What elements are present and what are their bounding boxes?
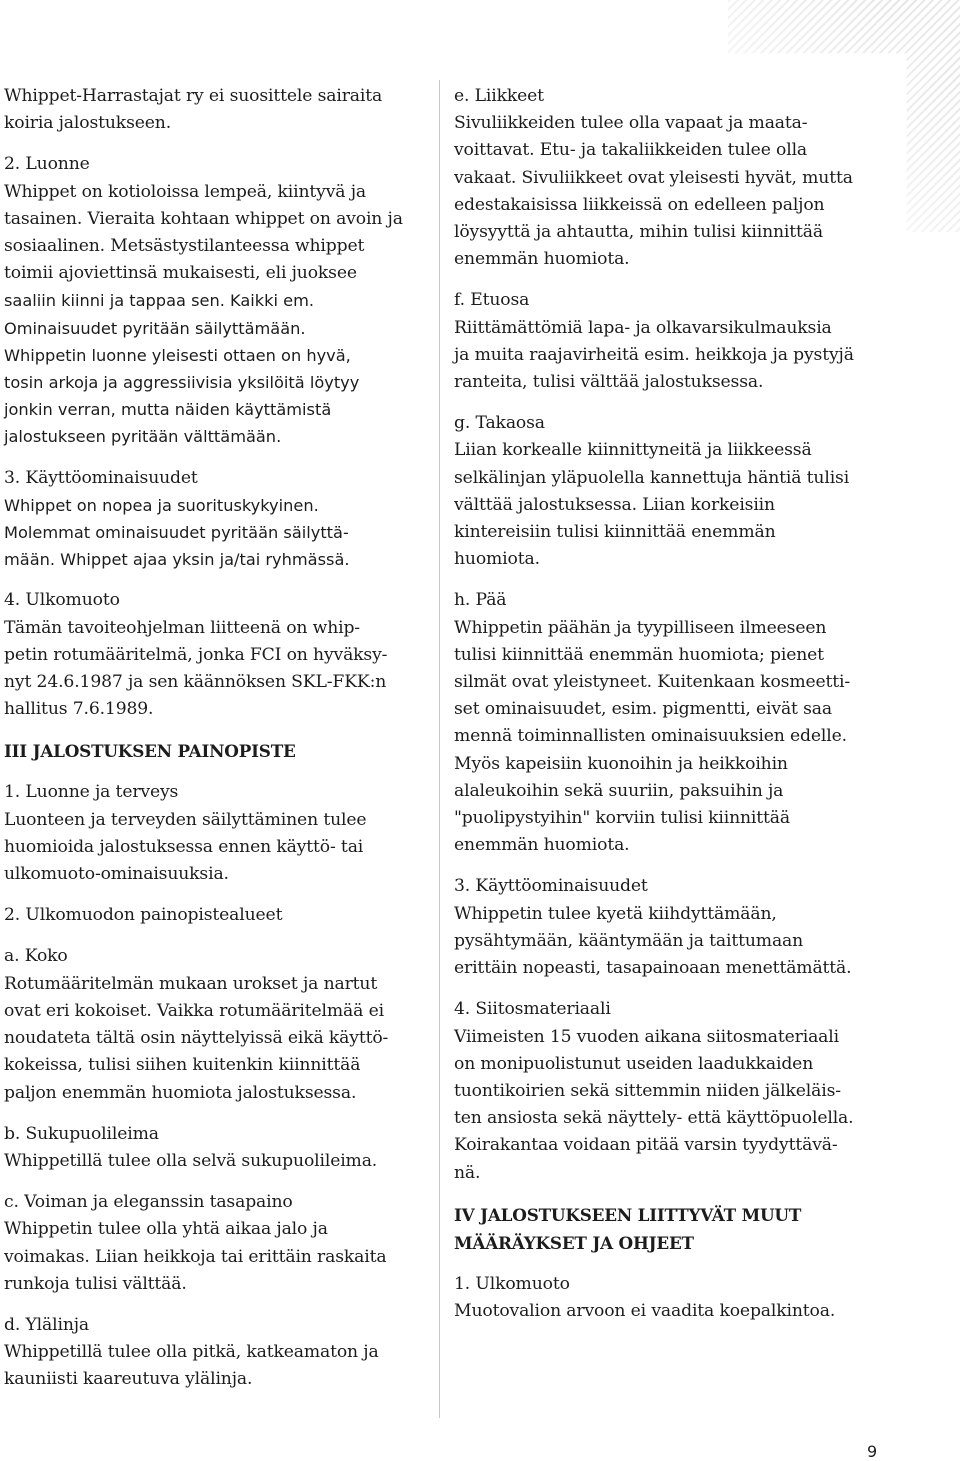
text-line: välttää jalostuksessa. Liian korkeisiin xyxy=(454,494,775,515)
subsection-title: 3. Käyttöominaisuudet xyxy=(4,467,198,488)
text-line: Whippetin tulee olla yhtä aikaa jalo ja xyxy=(4,1219,328,1240)
text-line: enemmän huomiota. xyxy=(454,835,630,856)
paragraph xyxy=(454,410,900,573)
section-heading-line: III JALOSTUKSEN PAINOPISTE xyxy=(4,741,296,762)
text-line: edestakaisissa liikkeissä on edelleen paljon xyxy=(454,194,825,215)
text-line: ten ansiosta sekä näyttely- että käyttöpuolella. xyxy=(454,1108,854,1129)
subsection-title: c. Voiman ja eleganssin tasapaino xyxy=(4,1192,293,1213)
text-line: Viimeisten 15 vuoden aikana siitosmateriaali xyxy=(454,1026,839,1047)
text-line: alaleukoihin sekä suuriin, paksuihin ja xyxy=(454,780,784,801)
text-line: Muotovalion arvoon ei vaadita koepalkintoa. xyxy=(454,1300,836,1321)
section-heading xyxy=(4,737,426,765)
paragraph xyxy=(4,779,426,888)
paragraph xyxy=(4,1312,426,1394)
paragraph xyxy=(4,902,426,929)
paragraph xyxy=(454,1271,900,1325)
text-line: voittavat. Etu- ja takaliikkeiden tulee olla xyxy=(454,140,808,161)
subsection-title: f. Etuosa xyxy=(454,290,530,311)
text-line: sosiaalinen. Metsästystilanteessa whippet xyxy=(4,236,365,257)
text-line: saaliin kiinni ja tappaa sen. Kaikki em. xyxy=(4,291,315,311)
left-column xyxy=(4,83,426,1408)
paragraph xyxy=(454,587,900,859)
text-line: enemmän huomiota. xyxy=(454,249,630,270)
text-line: huomiota. xyxy=(454,549,540,570)
text-line: toimii ajoviettinsä mukaisesti, eli juoksee xyxy=(4,263,357,284)
text-line: 2. Ulkomuodon painopistealueet xyxy=(4,905,283,926)
text-line: jonkin verran, mutta näiden käyttämistä xyxy=(4,400,332,420)
text-line: kokeissa, tulisi siihen kuitenkin kiinnittää xyxy=(4,1055,361,1076)
text-line: ulkomuoto-ominaisuuksia. xyxy=(4,864,229,885)
paragraph xyxy=(4,83,426,137)
text-line: ovat eri kokoiset. Vaikka rotumääritelmää ei xyxy=(4,1000,384,1021)
subsection-title: h. Pää xyxy=(454,590,507,611)
paragraph xyxy=(4,1121,426,1175)
text-line: mennä toiminnallisten ominaisuuksien edelle. xyxy=(454,726,847,747)
text-line: nyt 24.6.1987 ja sen käännöksen SKL-FKK:n xyxy=(4,672,387,693)
text-line: kintereisiin tulisi kiinnittää enemmän xyxy=(454,522,776,543)
text-line: Rotumääritelmän mukaan urokset ja nartut xyxy=(4,973,378,994)
text-line: paljon enemmän huomiota jalostuksessa. xyxy=(4,1082,357,1103)
text-line: tasainen. Vieraita kohtaan whippet on avoin ja xyxy=(4,208,403,229)
subsection-title: b. Sukupuolileima xyxy=(4,1123,159,1144)
paragraph xyxy=(454,83,900,273)
text-line: pysähtymään, kääntymään ja taittumaan xyxy=(454,930,804,951)
paragraph xyxy=(4,587,426,723)
subsection-title: 2. Luonne xyxy=(4,154,90,175)
paragraph xyxy=(4,943,426,1106)
subsection-title: g. Takaosa xyxy=(454,413,545,434)
text-line: Whippet on kotioloissa lempeä, kiintyvä ja xyxy=(4,181,366,202)
text-line: voimakas. Liian heikkoja tai erittäin raskaita xyxy=(4,1246,387,1267)
text-line: hallitus 7.6.1989. xyxy=(4,699,154,720)
paragraph xyxy=(4,465,426,574)
text-line: on monipuolistunut useiden laadukkaiden xyxy=(454,1053,814,1074)
text-line: huomioida jalostuksessa ennen käyttö- tai xyxy=(4,836,364,857)
text-line: mään. Whippet ajaa yksin ja/tai ryhmässä. xyxy=(4,550,350,570)
subsection-title: d. Ylälinja xyxy=(4,1314,90,1335)
paragraph xyxy=(454,873,900,982)
text-line: set ominaisuudet, esim. pigmentti, eivät saa xyxy=(454,699,832,720)
paragraph xyxy=(4,1189,426,1298)
text-line: tosin arkoja ja aggressiivisia yksilöitä löytyy xyxy=(4,373,360,393)
right-column xyxy=(454,83,900,1339)
subsection-title: 4. Siitosmateriaali xyxy=(454,999,611,1020)
text-line: Molemmat ominaisuudet pyritään säilyttä- xyxy=(4,523,349,543)
text-line: "puolipystyihin" korviin tulisi kiinnittää xyxy=(454,808,790,829)
subsection-title: e. Liikkeet xyxy=(454,86,544,106)
text-line: tulisi kiinnittää enemmän huomiota; pienet xyxy=(454,644,824,665)
text-line: Tämän tavoiteohjelman liitteenä on whip- xyxy=(4,617,360,638)
text-line: Whippet on nopea ja suorituskykyinen. xyxy=(4,495,319,515)
text-line: petin rotumääritelmä, jonka FCI on hyväksy- xyxy=(4,644,388,665)
text-line: runkoja tulisi välttää. xyxy=(4,1273,187,1294)
text-line: Whippet-Harrastajat ry ei suosittele sairaita xyxy=(4,86,383,106)
text-line: Riittämättömiä lapa- ja olkavarsikulmauksia xyxy=(454,317,832,338)
text-line: Ominaisuudet pyritään säilyttämään. xyxy=(4,318,306,338)
subsection-title: 3. Käyttöominaisuudet xyxy=(454,876,648,897)
text-line: tuontikoirien sekä sittemmin niiden jälkeläis- xyxy=(454,1080,841,1101)
text-line: Myös kapeisiin kuonoihin ja heikkoihin xyxy=(454,753,788,774)
subsection-title: 4. Ulkomuoto xyxy=(4,590,120,611)
section-heading xyxy=(454,1201,900,1257)
column-divider xyxy=(439,80,440,1418)
text-line: nä. xyxy=(454,1162,481,1183)
text-line: Whippetin luonne yleisesti ottaen on hyvä, xyxy=(4,345,351,365)
text-line: Whippetillä tulee olla pitkä, katkeamaton ja xyxy=(4,1342,379,1363)
text-line: kauniisti kaareutuva ylälinja. xyxy=(4,1369,253,1390)
subsection-title: a. Koko xyxy=(4,946,68,967)
text-line: vakaat. Sivuliikkeet ovat yleisesti hyvät, mutta xyxy=(454,167,853,188)
text-line: löysyyttä ja ahtautta, mihin tulisi kiinnittää xyxy=(454,222,823,243)
text-line: Whippetillä tulee olla selvä sukupuolileima. xyxy=(4,1150,378,1171)
text-line: Sivuliikkeiden tulee olla vapaat ja maata- xyxy=(454,113,808,134)
section-heading-line: IV JALOSTUKSEEN LIITTYVÄT MUUT xyxy=(454,1204,802,1225)
section-heading-line: MÄÄRÄYKSET JA OHJEET xyxy=(454,1232,694,1253)
text-line: Liian korkealle kiinnittyneitä ja liikkeessä xyxy=(454,440,812,461)
text-line: ranteita, tulisi välttää jalostuksessa. xyxy=(454,372,764,393)
paragraph xyxy=(454,996,900,1186)
text-line: Whippetin tulee kyetä kiihdyttämään, xyxy=(454,903,777,924)
text-line: ja muita raajavirheitä esim. heikkoja ja pystyjä xyxy=(454,344,854,365)
text-line: koiria jalostukseen. xyxy=(4,113,172,134)
text-line: silmät ovat yleistyneet. Kuitenkaan kosmeetti- xyxy=(454,672,851,693)
text-line: noudateta tältä osin näyttelyissä eikä käyttö- xyxy=(4,1028,389,1049)
text-line: Luonteen ja terveyden säilyttäminen tulee xyxy=(4,809,367,830)
subsection-title: 1. Ulkomuoto xyxy=(454,1273,570,1294)
text-line: erittäin nopeasti, tasapainoaan menettämättä. xyxy=(454,958,852,979)
text-line: Koirakantaa voidaan pitää varsin tyydyttävä- xyxy=(454,1135,838,1156)
paragraph xyxy=(454,287,900,396)
text-line: Whippetin päähän ja tyypilliseen ilmeeseen xyxy=(454,617,827,638)
text-line: selkälinjan yläpuolella kannettuja häntiä tulisi xyxy=(454,467,850,488)
page-number: 9 xyxy=(867,1442,878,1461)
paragraph xyxy=(4,151,426,450)
text-line: jalostukseen pyritään välttämään. xyxy=(4,427,282,447)
subsection-title: 1. Luonne ja terveys xyxy=(4,782,179,803)
